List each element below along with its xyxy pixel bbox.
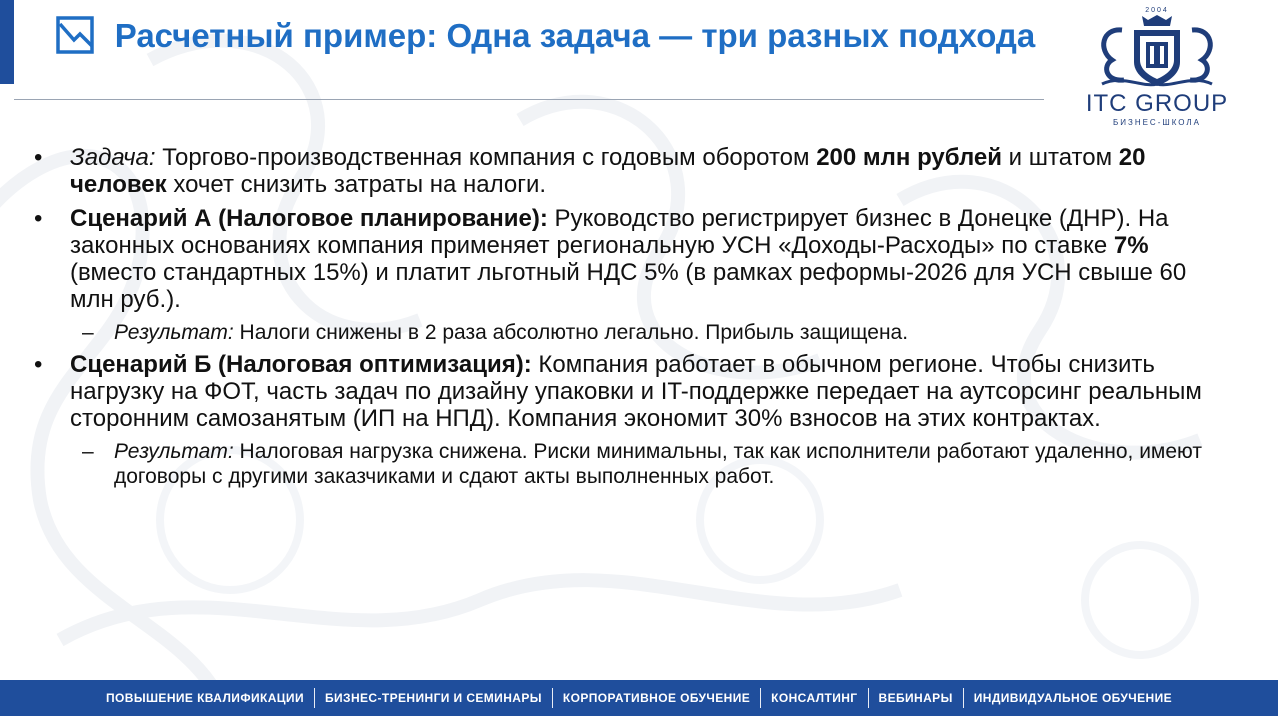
footer-separator: [552, 688, 553, 708]
scenario-a-text-2: (вместо стандартных 15%) и платит льготный НДС 5% (в рамках реформы-2026 для УСН свыше 60 млн руб.).: [70, 259, 1187, 313]
task-text-1: Торгово-производственная компания с годовым оборотом: [155, 144, 817, 171]
scenario-a-result: [34, 320, 1234, 345]
chart-trend-icon: [56, 16, 94, 54]
bullet-dot: •: [34, 144, 43, 171]
footer-bar: [0, 680, 1278, 716]
scenario-a-rate: 7%: [1113, 232, 1149, 259]
scenario-a-label: Сценарий А (Налоговое планирование):: [70, 205, 548, 232]
scenario-b-text-1: Компания работает в обычном регионе. Чтобы снизить нагрузку на ФОТ, часть задач по дизайну упаковки и IT-поддержке передает на аутсорсинг реальным сторонним самозанятым (ИП на НПД). Компания экономит 30% взносов на этих контрактах.: [70, 351, 1202, 432]
sub-dash: –: [82, 440, 94, 463]
footer-item-consulting: КОНСАЛТИНГ: [771, 691, 858, 705]
footer-item-trainings: БИЗНЕС-ТРЕНИНГИ И СЕМИНАРЫ: [325, 691, 542, 705]
header-divider: [14, 99, 1044, 100]
footer-separator: [868, 688, 869, 708]
logo-year: 2004: [1145, 7, 1169, 14]
scenario-b-label: Сценарий Б (Налоговая оптимизация):: [70, 351, 532, 378]
scenario-b-result-text: Налоговая нагрузка снижена. Риски минимальны, так как исполнители работают удаленно, имеют договоры с другими заказчиками и сдают акты выполненных работ.: [114, 440, 1202, 488]
bullet-dot: •: [34, 351, 43, 378]
scenario-b-result-label: Результат:: [114, 440, 234, 463]
task-bullet: [34, 144, 1234, 198]
slide-content: [34, 144, 1234, 495]
logo-name: ITC GROUP: [1085, 90, 1229, 117]
crest-icon: [1062, 4, 1252, 90]
footer-item-corporate: КОРПОРАТИВНОЕ ОБУЧЕНИЕ: [562, 691, 751, 705]
footer-item-qualification: ПОВЫШЕНИЕ КВАЛИФИКАЦИИ: [106, 691, 304, 705]
slide-header: [40, 8, 1050, 100]
footer-item-individual: ИНДИВИДУАЛЬНОЕ ОБУЧЕНИЕ: [973, 691, 1172, 705]
sub-dash: –: [82, 321, 94, 344]
scenario-b-bullet: [34, 351, 1234, 432]
footer-separator: [963, 688, 964, 708]
scenario-a-bullet: [34, 205, 1234, 313]
footer-separator: [760, 688, 761, 708]
task-text-2: и штатом: [1002, 144, 1119, 171]
page-title: Расчетный пример: Одна задача — три разных подхода: [114, 17, 1036, 54]
task-label: Задача:: [70, 144, 156, 171]
scenario-b-result: [34, 439, 1234, 489]
bullet-dot: •: [34, 205, 43, 232]
footer-item-webinars: ВЕБИНАРЫ: [878, 691, 953, 705]
logo-subtitle: БИЗНЕС-ШКОЛА: [1112, 118, 1201, 127]
scenario-a-text-1: Руководство регистрирует бизнес в Донецке (ДНР). На законных основаниях компания применяет региональную УСН «Доходы-Расходы» по ставке: [70, 205, 1169, 259]
left-accent-bar: [0, 0, 14, 84]
task-text-3: хочет снизить затраты на налоги.: [166, 171, 547, 198]
scenario-a-result-label: Результат:: [114, 321, 234, 344]
scenario-a-result-text: Налоги снижены в 2 раза абсолютно легально. Прибыль защищена.: [233, 321, 909, 344]
task-turnover: 200 млн рублей: [816, 144, 1003, 171]
footer-separator: [314, 688, 315, 708]
task-staff: 20 человек: [70, 144, 1146, 198]
itc-group-logo: [1062, 4, 1252, 130]
